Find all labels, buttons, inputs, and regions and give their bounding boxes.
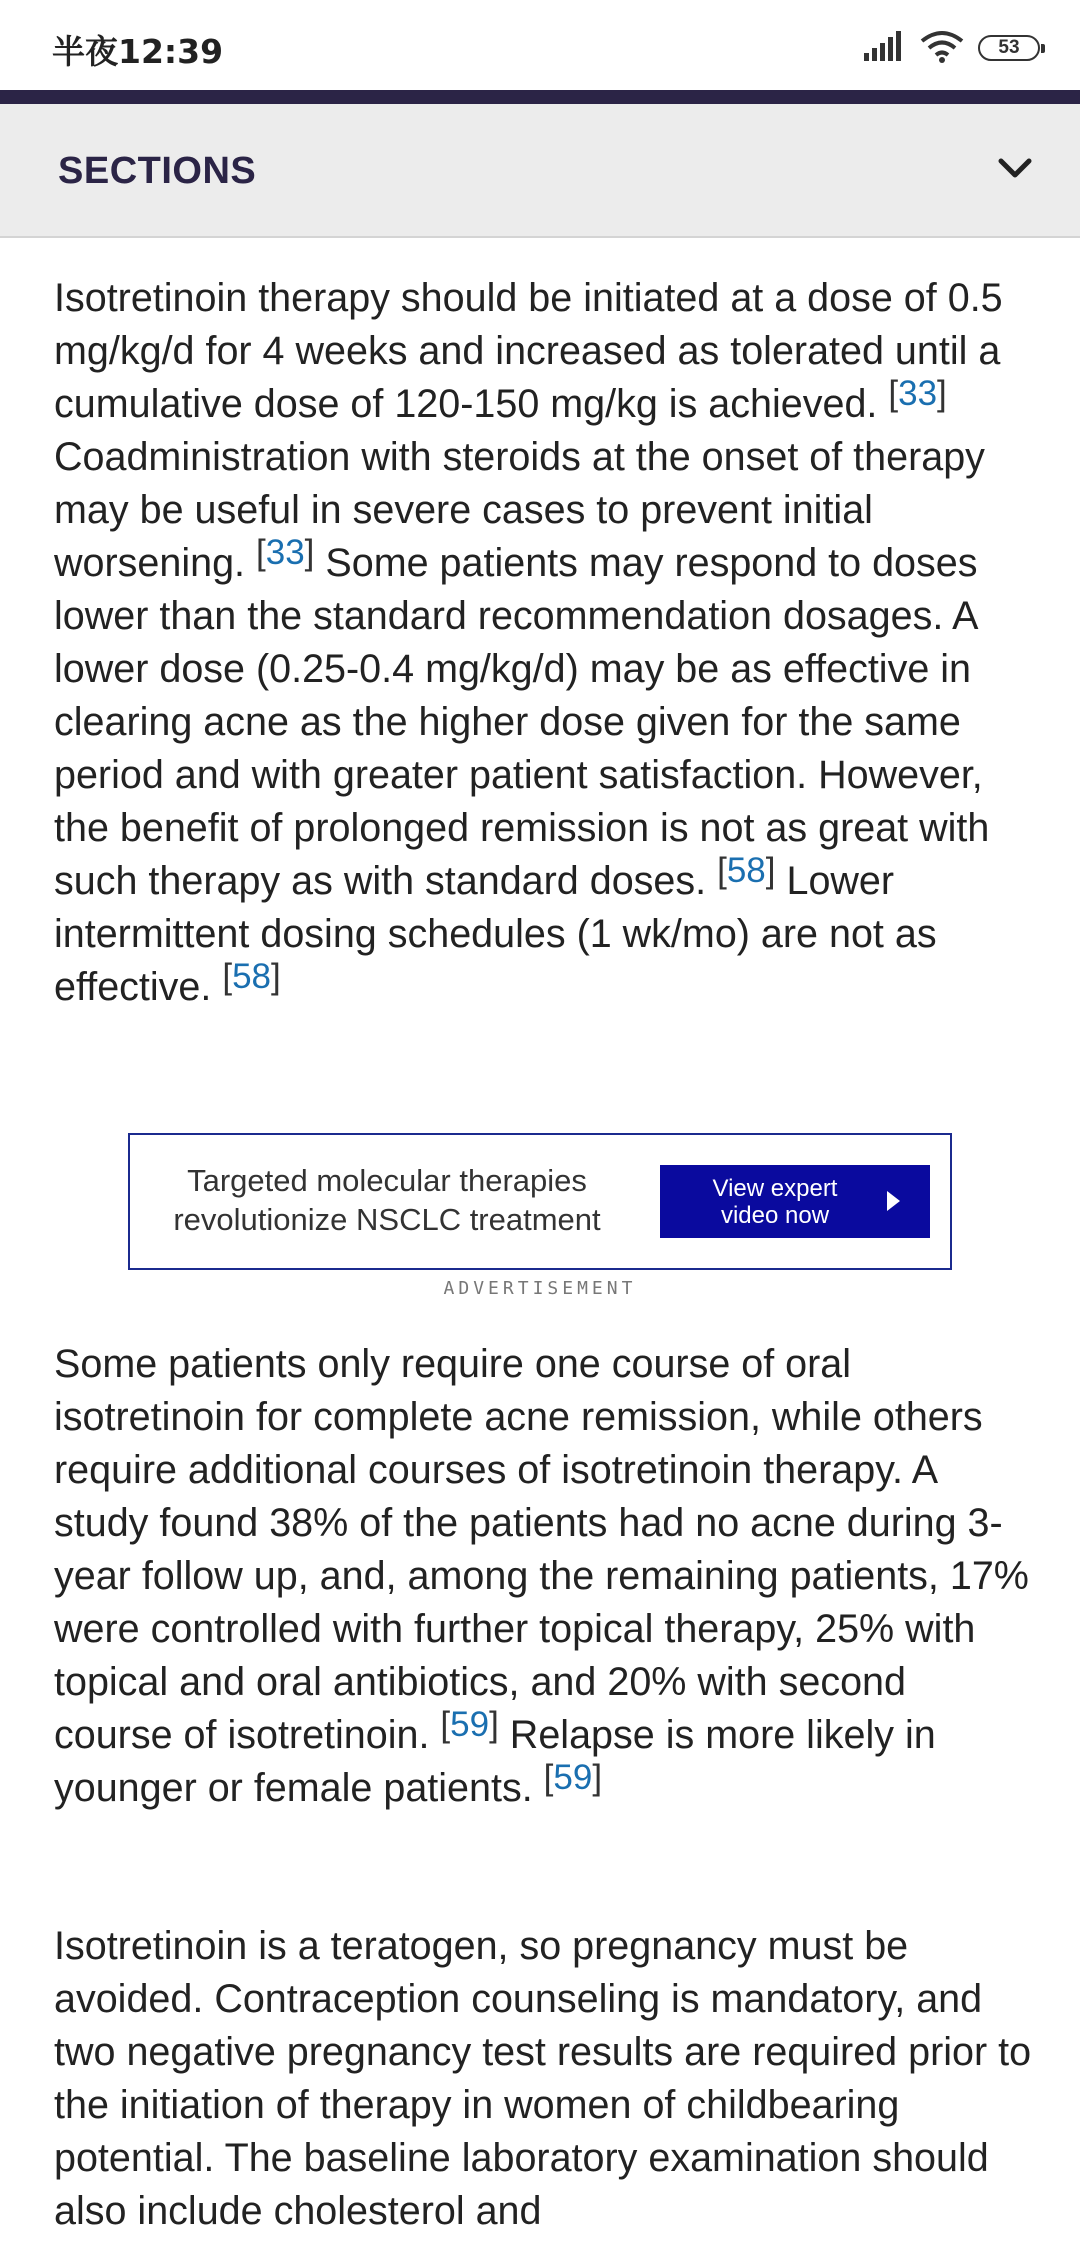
reference-number[interactable]: 33: [898, 374, 938, 413]
reference-link[interactable]: [33]: [888, 374, 947, 413]
play-arrow-icon: [887, 1191, 900, 1211]
advertisement: [128, 1133, 952, 1299]
reference-link[interactable]: [58]: [717, 851, 776, 890]
paragraph-text: Isotretinoin is a teratogen, so pregnancy must be avoided. Contraception counseling is mandatory, and two negative pregnancy test results are required prior to the initiation of therapy in women of childbearing potential. The baseline laboratory examination should also include cholesterol and: [54, 1924, 1032, 2233]
ad-cta-line: video now: [720, 1202, 830, 1229]
paragraph-text: Some patients only require one course of oral isotretinoin for complete acne remission, while others require additional courses of isotretinoin therapy. A study found 38% of the patients had no acne during 3-year follow up, and, among the remaining patients, 17% were controlled with further topical therapy, 25% with topical and oral antibiotics, and 20% with second course of isotretinoin.: [54, 1342, 1029, 1757]
ad-caption: ADVERTISEMENT: [443, 1278, 637, 1299]
ad-headline-line: revolutionize NSCLC treatment: [173, 1202, 601, 1237]
reference-link[interactable]: [59]: [543, 1758, 603, 1797]
ad-cta-label: [680, 1175, 870, 1229]
reference-number[interactable]: 58: [232, 957, 272, 996]
ad-cta-line: View expert: [712, 1175, 838, 1202]
sections-label: SECTIONS: [58, 150, 257, 192]
wifi-icon: [920, 29, 964, 68]
reference-link[interactable]: [33]: [256, 533, 315, 572]
ad-cta-button[interactable]: [660, 1165, 930, 1238]
reference-link[interactable]: [58]: [222, 957, 281, 996]
ad-headline-line: Targeted molecular therapies: [187, 1163, 587, 1198]
reference-number[interactable]: 59: [553, 1758, 593, 1797]
paragraph-text: Relapse is more likely in younger or female patients.: [54, 1713, 936, 1810]
signal-icon: [864, 31, 906, 66]
paragraph-text: Coadministration with steroids at the onset of therapy may be useful in severe cases to prevent initial worsening.: [54, 435, 985, 585]
paragraph-text: Lower intermittent dosing schedules (1 wk/mo) are not as effective.: [54, 859, 937, 1009]
sections-dropdown[interactable]: [0, 104, 1080, 238]
status-time: 半夜12:39: [52, 32, 224, 71]
reference-number[interactable]: 58: [726, 851, 766, 890]
header-accent-bar: [0, 90, 1080, 104]
article-paragraph: [54, 1338, 1034, 1815]
reference-link[interactable]: [59]: [440, 1705, 499, 1744]
paragraph-text: Isotretinoin therapy should be initiated at a dose of 0.5 mg/kg/d for 4 weeks and increased as tolerated until a cumulative dose of 120-150 mg/kg is achieved.: [54, 276, 1003, 426]
status-bar: [0, 0, 1080, 92]
battery-icon: [978, 35, 1040, 61]
reference-number[interactable]: 59: [450, 1705, 490, 1744]
article-paragraph: [54, 1920, 1034, 2238]
battery-level: 53: [998, 37, 1020, 58]
chevron-down-icon[interactable]: [990, 144, 1040, 194]
reference-number[interactable]: 33: [265, 533, 305, 572]
status-icons: [864, 30, 1040, 66]
paragraph-text: Some patients may respond to doses lower than the standard recommendation dosages. A lower dose (0.25-0.4 mg/kg/d) may be as effective in clearing acne as the higher dose given for the same period and with greater patient satisfaction. However, the benefit of prolonged remission is not as great with such therapy as with standard doses.: [54, 541, 990, 903]
ad-headline: [152, 1161, 622, 1239]
article-paragraph: [54, 272, 1034, 1014]
ad-banner[interactable]: [128, 1133, 952, 1270]
